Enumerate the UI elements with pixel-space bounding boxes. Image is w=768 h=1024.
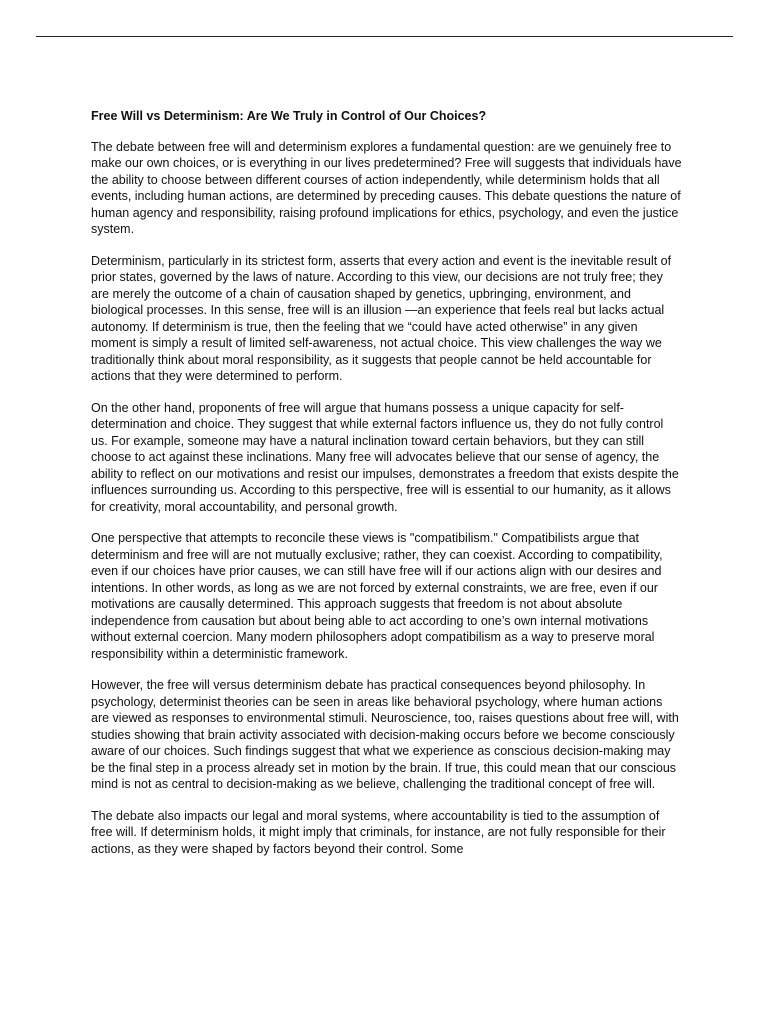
paragraph-intro: The debate between free will and determinism explores a fundamental question: are we genuinely free to make our own choices, or is everything in our lives predetermined? Free will suggests that individuals have the ability to choose between different courses of action independently, while determinism holds that all events, including human actions, are determined by preceding causes. This debate questions the nature of human agency and responsibility, raising profound implications for ethics, psychology, and even the justice system. bbox=[91, 139, 682, 236]
paragraph-practical-consequences: However, the free will versus determinism debate has practical consequences beyond philosophy. In psychology, determinist theories can be seen in areas like behavioral psychology, where human actions are viewed as responses to environmental stimuli. Neuroscience, too, raises questions about free will, with studies showing that brain activity associated with decision-making occurs before we become consciously aware of our choices. Such findings suggest that what we experience as conscious decision-making may be the final step in a process already set in motion by the brain. If true, this could mean that our conscious mind is not as central to decision-making as we believe, challenging the traditional concept of free will. bbox=[91, 678, 679, 791]
paragraph-free-will: On the other hand, proponents of free will argue that humans possess a unique capacity for self-determination and choice. They suggest that while external factors influence us, they do not fully control us. For example, someone may have a natural inclination toward certain behaviors, but they can still choose to act against these inclinations. Many free will advocates believe that our sense of agency, the ability to reflect on our motivations and resist our impulses, demonstrates a freedom that exists despite the influences surrounding us. According to this perspective, free will is essential to our humanity, as it allows for creativity, moral accountability, and personal growth. bbox=[91, 400, 679, 514]
paragraph-legal-moral: The debate also impacts our legal and moral systems, where accountability is tied to the assumption of free will. If determinism holds, it might imply that criminals, for instance, are not fully responsible for their actions, as they were shaped by factors beyond their control. Some bbox=[91, 808, 666, 856]
document-title: Free Will vs Determinism: Are We Truly in Control of Our Choices? bbox=[91, 109, 487, 123]
paragraph-compatibilism: One perspective that attempts to reconcile these views is "compatibilism." Compatibilists argue that determinism and free will are not mutually exclusive; rather, they can coexist. According to compatibility, even if our choices have prior causes, we can still have free will if our actions align with our desires and intentions. In other words, as long as we are not forced by external constraints, we are free, even if our motivations are causally determined. This approach suggests that freedom is not about absolute independence from causation but about being able to act according to one’s own internal motivations without external coercion. Many modern philosophers adopt compatibilism as a way to preserve moral responsibility within a deterministic framework. bbox=[91, 531, 663, 661]
document-body bbox=[91, 108, 683, 872]
paragraph-determinism: Determinism, particularly in its strictest form, asserts that every action and event is the inevitable result of prior states, governed by the laws of nature. According to this view, our decisions are not truly free; they are merely the outcome of a chain of causation shaped by genetics, upbringing, environment, and biological processes. In this sense, free will is an illusion —an experience that feels real but lacks actual autonomy. If determinism is true, then the feeling that we “could have acted otherwise” in any given moment is simply a result of limited self-awareness, not actual choice. This view challenges the way we traditionally think about moral responsibility, as it suggests that people cannot be held accountable for actions that they were determined to perform. bbox=[91, 253, 672, 383]
top-rule bbox=[36, 36, 733, 37]
